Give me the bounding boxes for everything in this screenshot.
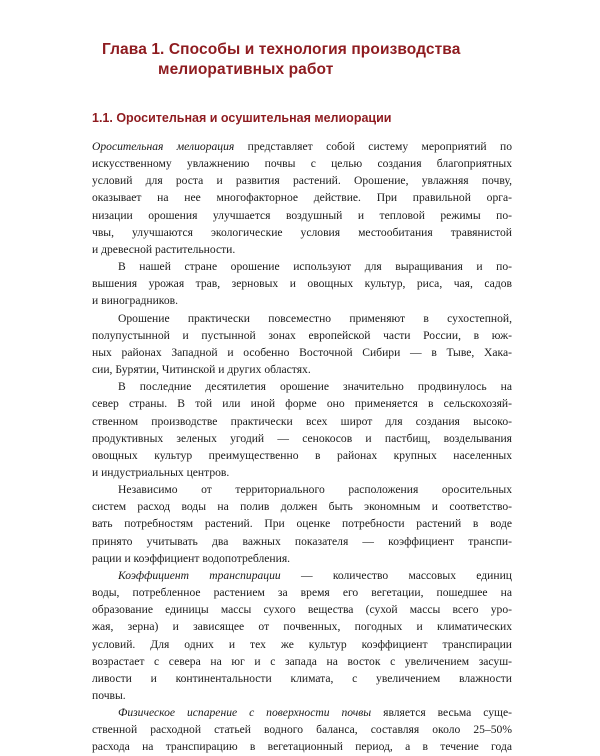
text-line xyxy=(92,687,512,704)
line-text: вышения урожая трав, зерновых и овощных культур, риса, чая, садов xyxy=(92,277,512,291)
text-line xyxy=(92,275,512,292)
line-text: принято учитывать два важных показателя — коэффициент транспи- xyxy=(92,534,512,548)
text-line xyxy=(92,344,512,361)
line-text: чвы, улучшаются экологические условия местообитания травянистой xyxy=(92,225,512,239)
line-text: ливости и континентальности климата, с увеличением влажности xyxy=(92,671,512,685)
line-text: возрастает с севера на юг и с запада на восток с увеличением засуш- xyxy=(92,654,512,668)
text-line xyxy=(92,481,512,498)
text-line xyxy=(92,172,512,189)
italic-term: Оросительная мелиорация xyxy=(92,140,235,153)
text-line xyxy=(92,618,512,635)
text-line xyxy=(92,361,512,378)
line-text: представляет собой систему мероприятий по xyxy=(234,140,512,153)
line-text: образование единицы массы сухого вещества (сухой массы всего уро- xyxy=(92,603,512,617)
text-line xyxy=(92,189,512,206)
text-line xyxy=(92,738,512,755)
text-line xyxy=(92,207,512,224)
line-text: систем расход воды на полив должен быть экономным и соответство- xyxy=(92,500,512,514)
text-line xyxy=(92,138,512,155)
text-line xyxy=(92,498,512,515)
line-text: является весьма суще- xyxy=(371,706,512,720)
text-line xyxy=(92,430,512,447)
chapter-title-line-1: Глава 1. Способы и технология производства xyxy=(102,41,461,58)
line-text: север страны. В той или иной форме оно применяется в сельскохозяй- xyxy=(92,397,512,411)
line-text: и индустриальных центров. xyxy=(92,465,230,479)
text-line xyxy=(92,413,512,430)
line-text: В последние десятилетия орошение значительно продвинулось на xyxy=(118,380,512,394)
line-text: условий для роста и развития растений. Орошение, увлажняя почву, xyxy=(92,174,512,188)
line-text: сии, Бурятии, Читинской и других областях. xyxy=(92,363,311,377)
line-text: расхода на транспирацию в вегетационный период, а в течение года xyxy=(92,740,512,754)
text-line xyxy=(92,327,512,344)
line-text: воды, потребленное растением за время его вегетации, пошедшее на xyxy=(92,586,512,600)
line-text: и древесной растительности. xyxy=(92,242,236,256)
text-line xyxy=(92,653,512,670)
line-text: низации орошения улучшается воздушный и тепловой режимы по- xyxy=(92,208,512,222)
line-text: почвы. xyxy=(92,689,126,702)
text-line xyxy=(92,533,512,550)
text-line xyxy=(92,310,512,327)
text-line xyxy=(92,241,512,258)
line-text: ственной расходной статьей водного баланса, составляя около 25–50% xyxy=(92,723,512,737)
text-line xyxy=(92,636,512,653)
text-line xyxy=(92,515,512,532)
text-line xyxy=(92,395,512,412)
text-line xyxy=(92,550,512,567)
line-text: — количество массовых единиц xyxy=(280,568,512,582)
line-text: условий. Для одних и тех же культур коэффициент транспирации xyxy=(92,637,512,651)
section-title: 1.1. Оросительная и осушительная мелиорации xyxy=(92,111,392,125)
line-text: жая, зерна) и зависящее от почвенных, погодных и климатических xyxy=(92,620,512,634)
text-line xyxy=(92,224,512,241)
text-line xyxy=(92,721,512,738)
italic-term: Физическое испарение с поверхности почвы xyxy=(118,706,372,720)
text-line xyxy=(92,567,512,584)
line-text: Независимо от территориального расположения оросительных xyxy=(118,483,512,497)
line-text: полупустынной и пустынной зонах европейской части России, в юж- xyxy=(92,328,512,342)
text-line xyxy=(92,464,512,481)
line-text: продуктивных зеленых угодий — сенокосов и пастбищ, возделывания xyxy=(92,431,512,445)
chapter-title xyxy=(102,40,522,80)
line-text: ственном производстве практически всех широт для создания высоко- xyxy=(92,414,512,428)
text-line xyxy=(92,584,512,601)
line-text: рации и коэффициент водопотребления. xyxy=(92,551,291,565)
text-line xyxy=(92,378,512,395)
text-line xyxy=(92,601,512,618)
body-text xyxy=(92,138,512,756)
text-line xyxy=(92,447,512,464)
italic-term: Коэффициент транспирации xyxy=(118,568,281,582)
text-line xyxy=(92,258,512,275)
text-line xyxy=(92,704,512,721)
text-line xyxy=(92,670,512,687)
line-text: овощных культур преимущественно в районах крупных населенных xyxy=(92,448,512,462)
line-text: и виноградников. xyxy=(92,294,179,308)
line-text: В нашей стране орошение используют для выращивания и по- xyxy=(118,260,512,274)
chapter-title-line-2: мелиоративных работ xyxy=(158,61,334,78)
line-text: оказывает на нее многофакторное действие. При правильной орга- xyxy=(92,191,512,205)
text-line xyxy=(92,292,512,309)
line-text: искусственному увлажнению почвы с целью создания благоприятных xyxy=(92,157,512,171)
text-line xyxy=(92,155,512,172)
line-text: ных районах Западной и особенно Восточной Сибири — в Тыве, Хака- xyxy=(92,345,512,359)
line-text: вать потребностям растений. При оценке потребности растений в воде xyxy=(92,517,512,531)
line-text: Орошение практически повсеместно применяют в сухостепной, xyxy=(118,311,512,325)
